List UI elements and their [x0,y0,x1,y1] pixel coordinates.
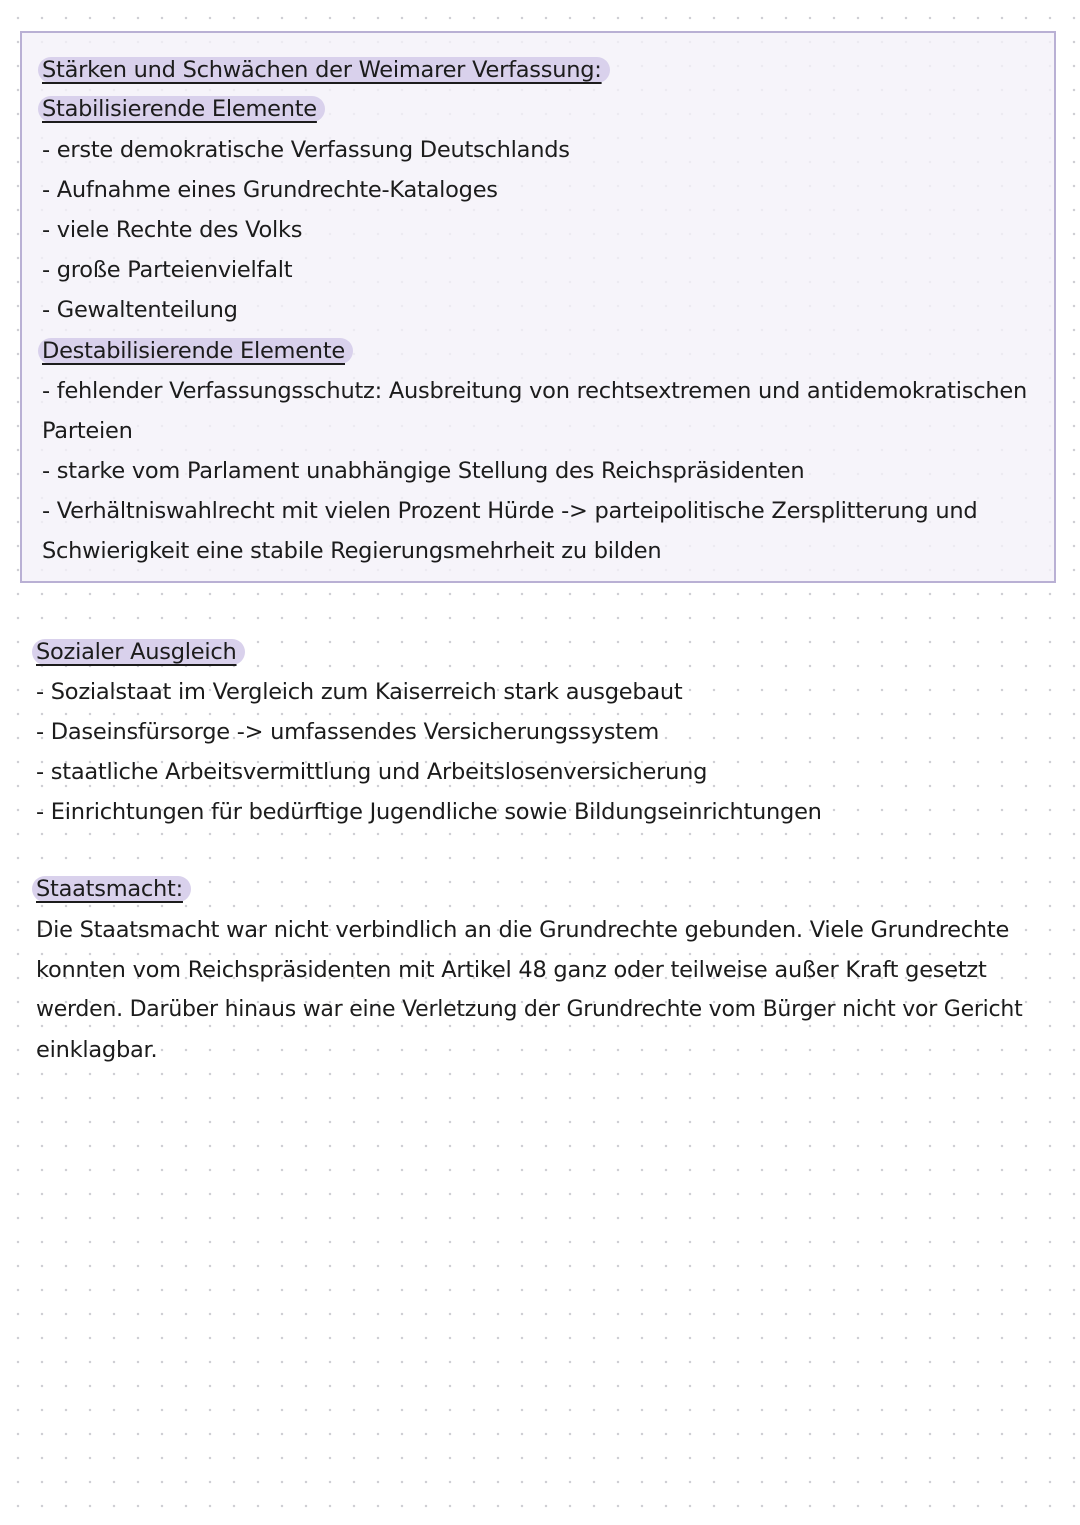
destabilizing-line: Schwierigkeit eine stabile Regierungsmehrheit zu bilden [42,538,662,564]
destabilizing-heading: Destabilisierende Elemente [38,338,353,364]
destabilizing-line: - Verhältniswahlrecht mit vielen Prozent Hürde -> parteipolitische Zersplitterung und [42,498,978,524]
social-item: - Einrichtungen für bedürftige Jugendliche sowie Bildungseinrichtungen [36,799,822,825]
social-item: - Daseinsfürsorge -> umfassendes Versicherungssystem [36,719,660,745]
destabilizing-heading-line [38,331,353,371]
state-power-line: werden. Darüber hinaus war eine Verletzung der Grundrechte vom Bürger nicht vor Gericht [36,997,1023,1022]
social-item: - staatliche Arbeitsvermittlung und Arbeitslosenversicherung [36,759,708,785]
stabilizing-heading: Stabilisierende Elemente [38,96,325,122]
state-power-heading-line [32,869,191,909]
destabilizing-line: - starke vom Parlament unabhängige Stellung des Reichspräsidenten [42,458,805,484]
stabilizing-item: - große Parteienvielfalt [42,257,293,283]
stabilizing-item: - Gewaltenteilung [42,297,238,323]
stabilizing-item: - Aufnahme eines Grundrechte-Kataloges [42,177,498,203]
social-heading-line [32,632,245,672]
state-power-line: Die Staatsmacht war nicht verbindlich an die Grundrechte gebunden. Viele Grundrechte [36,917,1010,943]
section1-title-line [38,50,610,90]
state-power-line: einklagbar. [36,1037,158,1063]
section1-title: Stärken und Schwächen der Weimarer Verfassung: [38,57,610,83]
state-power-line: konnten vom Reichspräsidenten mit Artikel 48 ganz oder teilweise außer Kraft gesetzt [36,957,987,983]
destabilizing-line: - fehlender Verfassungsschutz: Ausbreitung von rechtsextremen und antidemokratischen [42,378,1027,404]
social-heading: Sozialer Ausgleich [32,639,245,665]
state-power-heading: Staatsmacht: [32,876,191,902]
destabilizing-line: Parteien [42,418,133,444]
stabilizing-item: - viele Rechte des Volks [42,217,303,243]
stabilizing-item: - erste demokratische Verfassung Deutschlands [42,137,570,163]
stabilizing-heading-line [38,89,325,129]
social-item: - Sozialstaat im Vergleich zum Kaiserreich stark ausgebaut [36,679,683,705]
